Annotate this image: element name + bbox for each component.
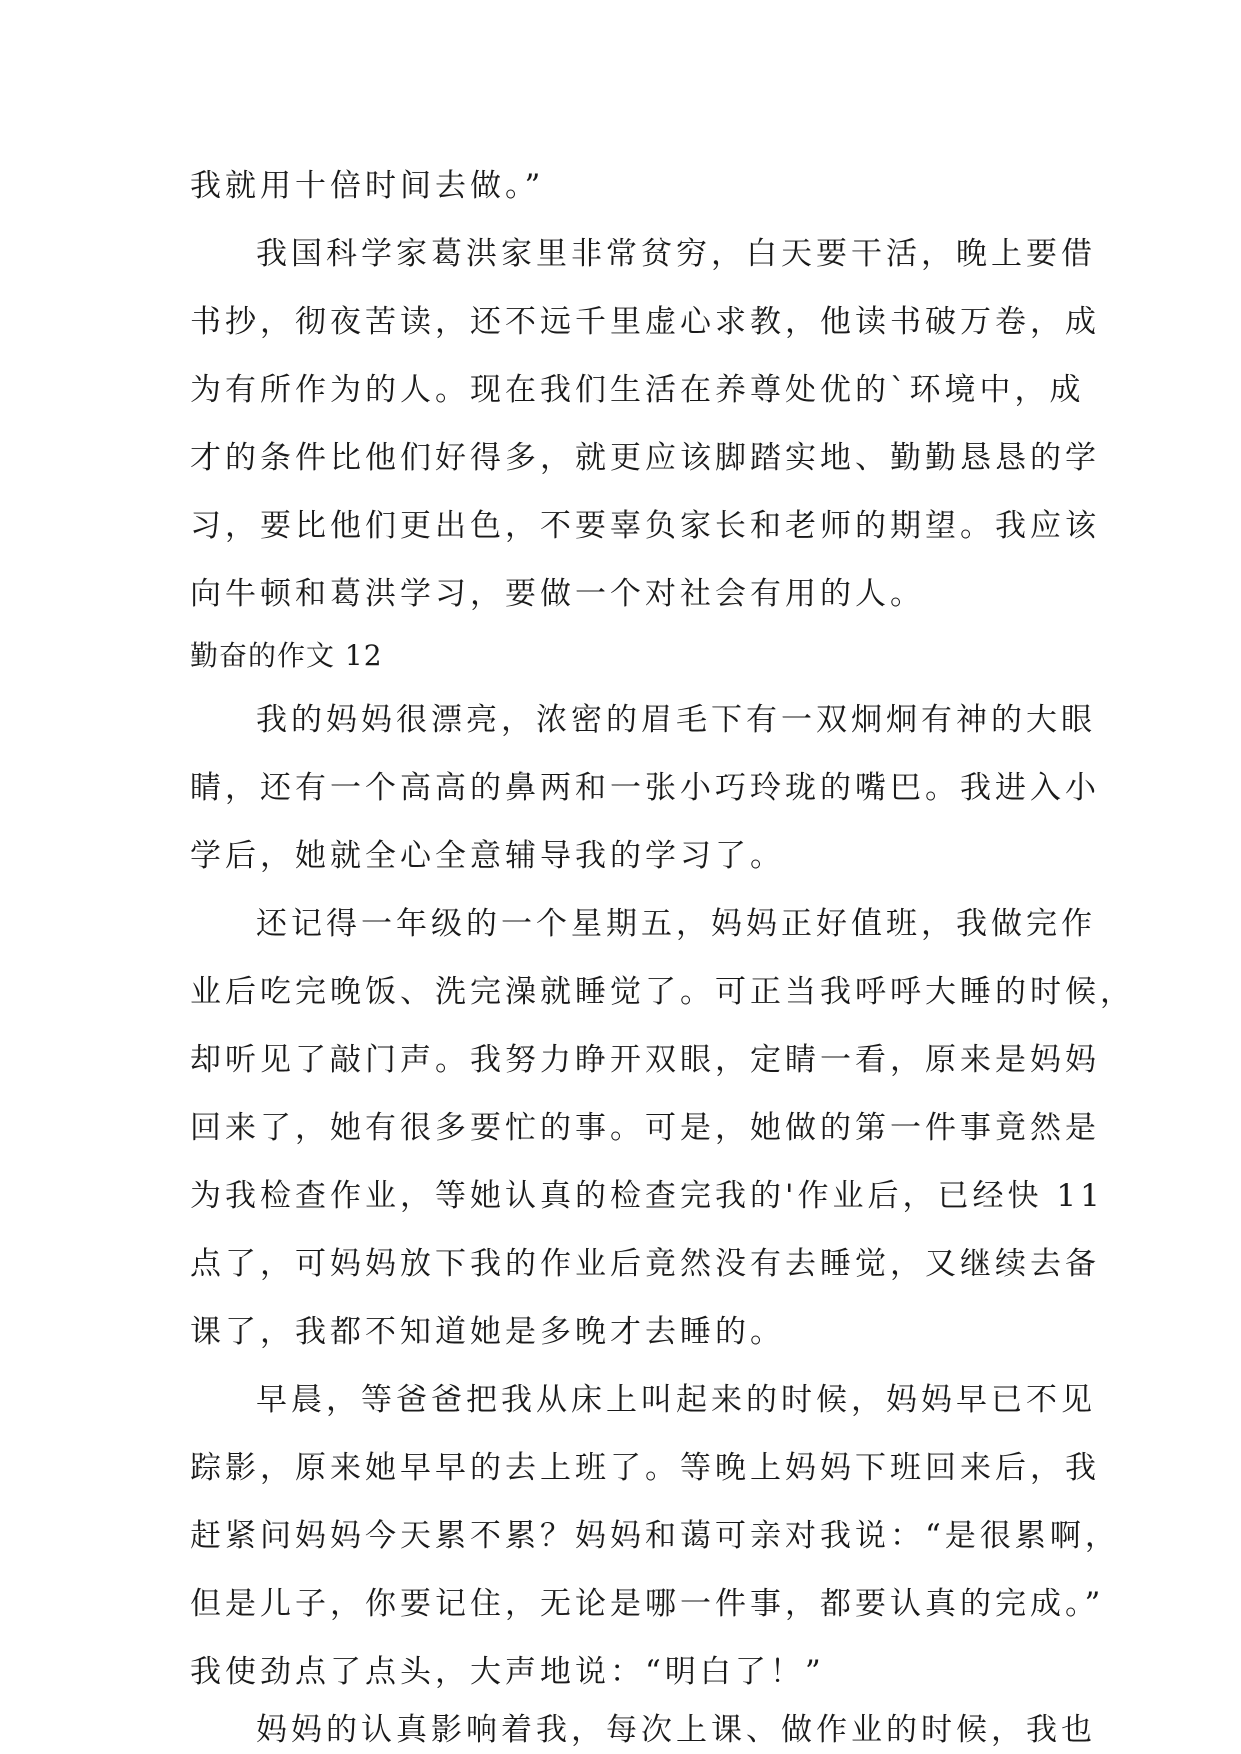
- text-line: 才的条件比他们好得多，就更应该脚踏实地、勤勤恳恳的学: [190, 440, 1100, 476]
- text-line: 踪影，原来她早早的去上班了。等晚上妈妈下班回来后，我: [190, 1450, 1100, 1486]
- text-line: 业后吃完晚饭、洗完澡就睡觉了。可正当我呼呼大睡的时候，: [190, 974, 1135, 1010]
- section-heading: 勤奋的作文 12: [190, 639, 383, 672]
- text-line: 为有所作为的人。现在我们生活在养尊处优的`环境中，成: [190, 372, 1085, 408]
- text-line: 学后，她就全心全意辅导我的学习了。: [190, 838, 785, 874]
- text-line: 早晨，等爸爸把我从床上叫起来的时候，妈妈早已不见: [256, 1382, 1096, 1418]
- text-line: 书抄，彻夜苦读，还不远千里虚心求教，他读书破万卷，成: [190, 304, 1100, 340]
- text-line: 向牛顿和葛洪学习，要做一个对社会有用的人。: [190, 576, 925, 612]
- text-line: 点了，可妈妈放下我的作业后竟然没有去睡觉，又继续去备: [190, 1246, 1100, 1282]
- text-line: 我就用十倍时间去做。”: [190, 168, 545, 204]
- text-line: 睛，还有一个高高的鼻两和一张小巧玲珑的嘴巴。我进入小: [190, 770, 1100, 806]
- text-line: 但是儿子，你要记住，无论是哪一件事，都要认真的完成。”: [190, 1586, 1105, 1622]
- text-line: 我的妈妈很漂亮，浓密的眉毛下有一双炯炯有神的大眼: [256, 702, 1096, 738]
- text-line: 习，要比他们更出色，不要辜负家长和老师的期望。我应该: [190, 508, 1100, 544]
- text-line: 我使劲点了点头，大声地说：“明白了！”: [190, 1654, 825, 1690]
- text-line: 回来了，她有很多要忙的事。可是，她做的第一件事竟然是: [190, 1110, 1100, 1146]
- text-line: 赶紧问妈妈今天累不累？妈妈和蔼可亲对我说：“是很累啊，: [190, 1518, 1120, 1554]
- text-line: 妈妈的认真影响着我，每次上课、做作业的时候，我也: [256, 1712, 1096, 1748]
- text-line: 却听见了敲门声。我努力睁开双眼，定睛一看，原来是妈妈: [190, 1042, 1100, 1078]
- text-line: 为我检查作业，等她认真的检查完我的'作业后，已经快 11: [190, 1178, 1104, 1214]
- text-line: 我国科学家葛洪家里非常贫穷，白天要干活，晚上要借: [256, 236, 1096, 272]
- text-line: 课了，我都不知道她是多晚才去睡的。: [190, 1314, 785, 1350]
- text-line: 还记得一年级的一个星期五，妈妈正好值班，我做完作: [256, 906, 1096, 942]
